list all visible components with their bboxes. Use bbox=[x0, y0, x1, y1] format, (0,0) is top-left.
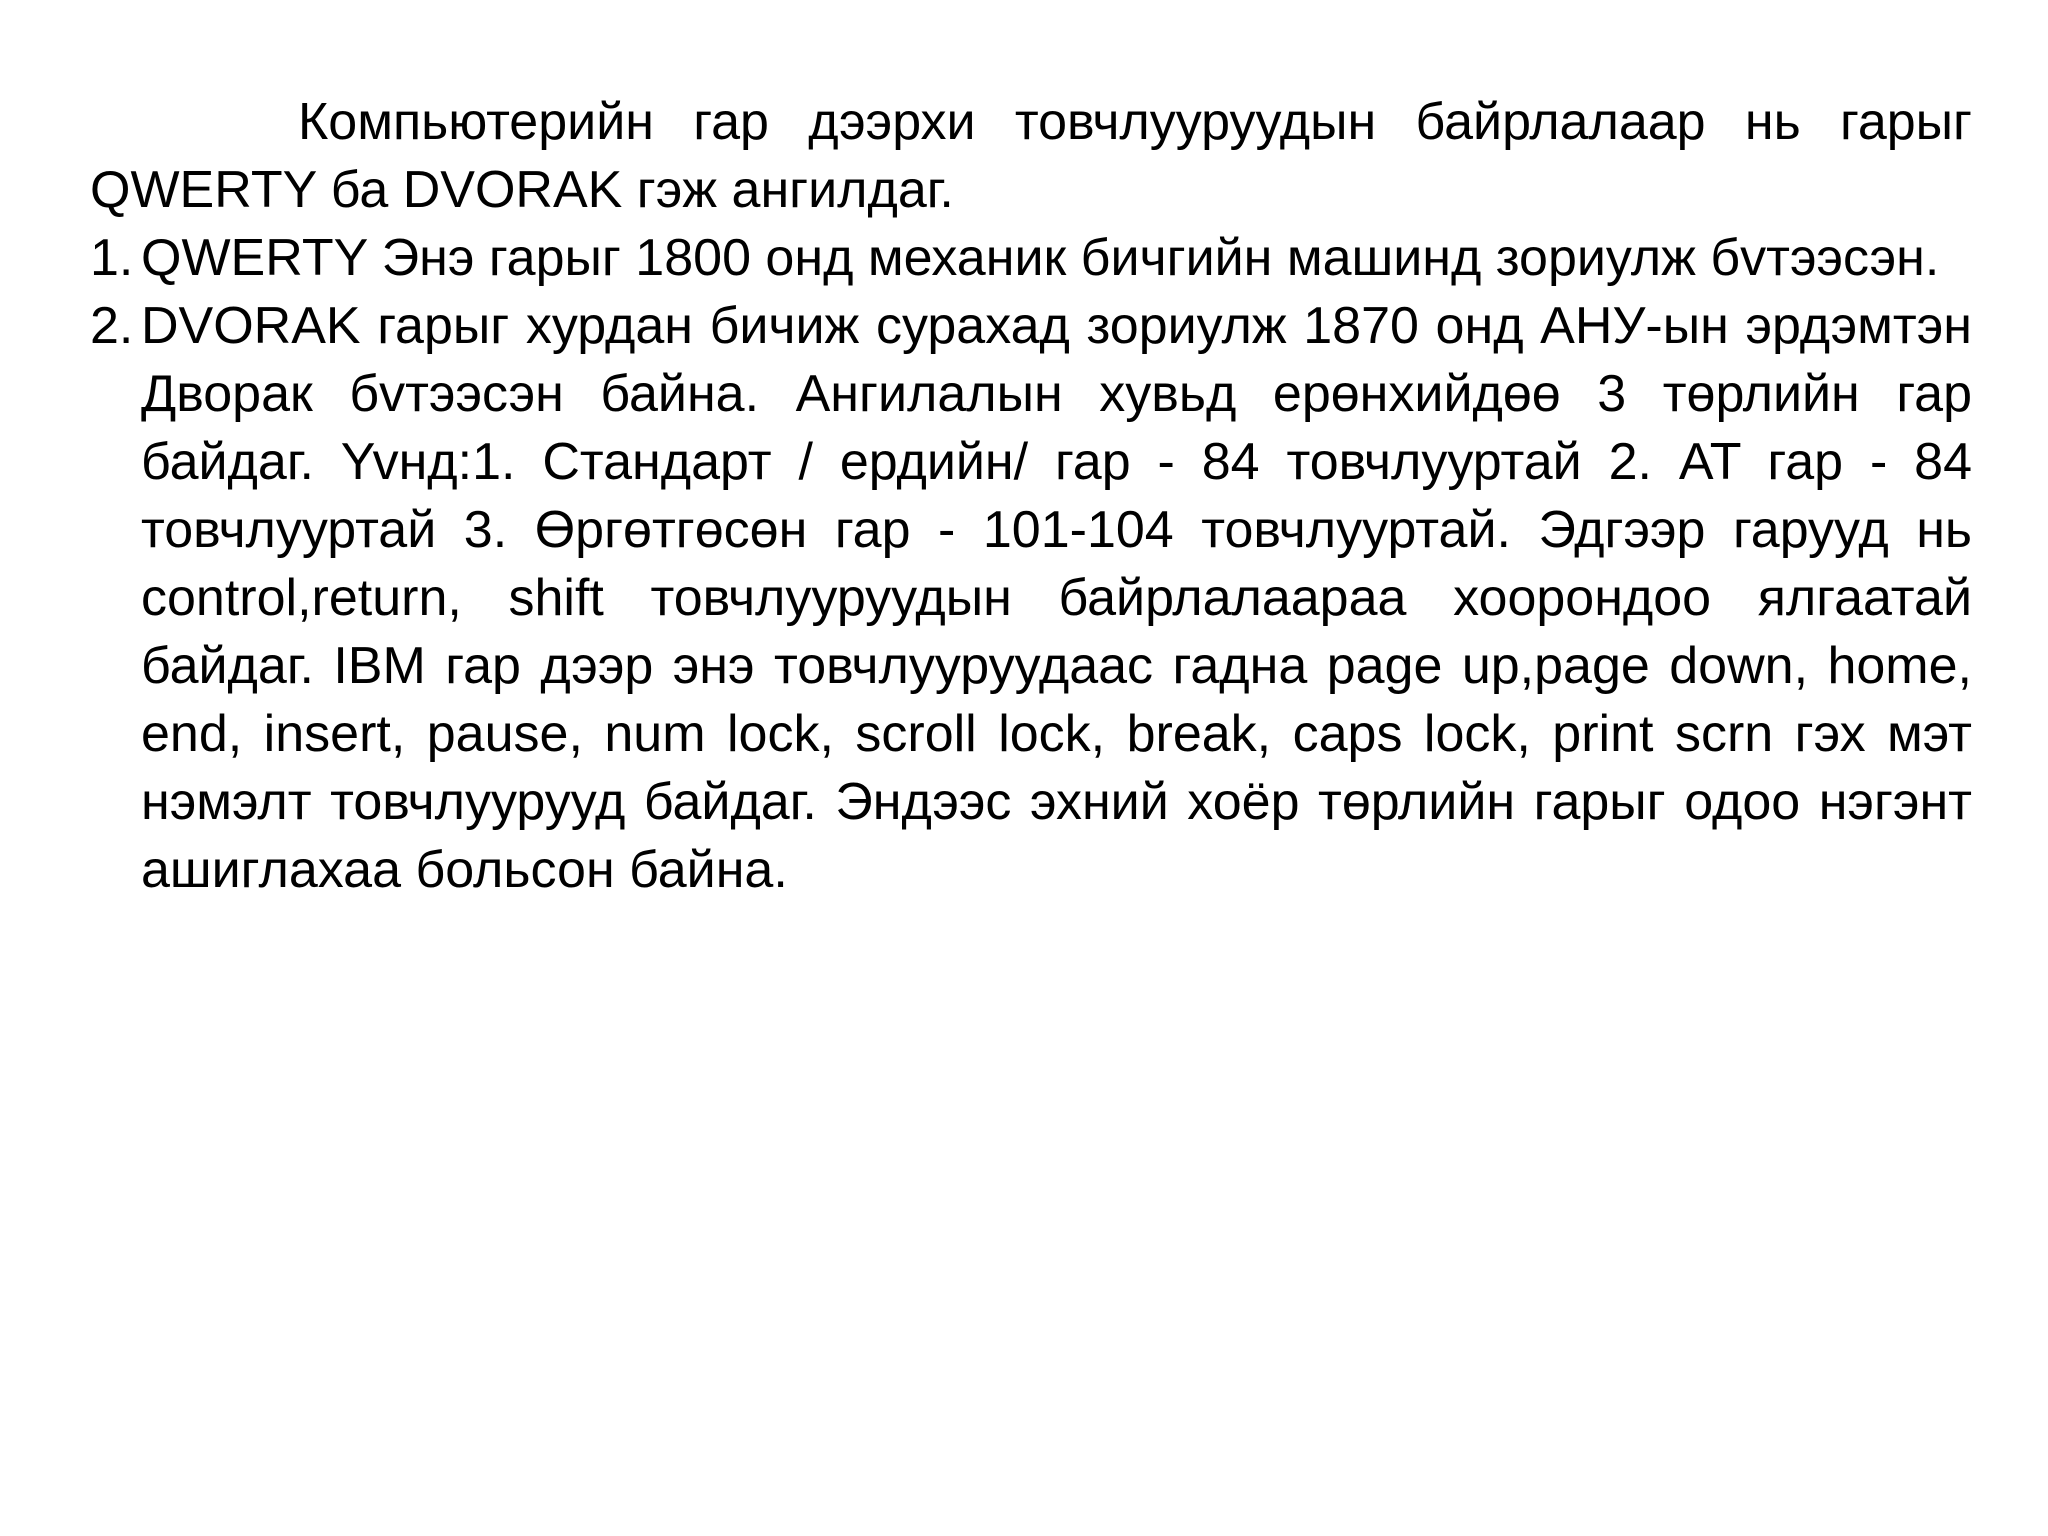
list-item-text: DVORAK гарыг хурдан бичиж сурахад зориулж 1870 онд АНУ-ын эрдэмтэн Дворак бvтээсэн байна. Ангилалын хувьд ерөнхийдөө 3 төрлийн гар байдаг. Yvнд:1. Стандарт / ердийн/ гар - 84 товчлууртай 2. AT гар - 84 товчлууртай 3. Өргөтгөсөн гар - 101-104 товчлууртай. Эдгээр гарууд нь control,return, shift товчлууруудын байрлалаараа хоорондоо ялгаатай байдаг. IBM гар дээр энэ товчлууруудаас гадна page up,page down, home, end, insert, pause, num lock, scroll lock, break, caps lock, print scrn гэх мэт нэмэлт товчлуурууд байдаг. Эндээс эхний хоёр төрлийн гарыг одоо нэгэнт ашиглахаа больсон байна. bbox=[141, 297, 1972, 899]
list-item-number: 2. bbox=[90, 297, 134, 355]
list-item-dvorak bbox=[90, 292, 1972, 904]
intro-paragraph: Компьютерийн гар дээрхи товчлууруудын байрлалаар нь гарыг QWERTY ба DVORAK гэж ангилдаг. bbox=[90, 93, 1972, 219]
list-item-qwerty bbox=[90, 224, 1972, 292]
slide-body bbox=[90, 88, 1972, 904]
list-item-number: 1. bbox=[90, 229, 134, 287]
list-item-text: QWERTY Энэ гарыг 1800 онд механик бичгийн машинд зориулж бvтээсэн. bbox=[141, 229, 1940, 287]
numbered-list bbox=[90, 224, 1972, 904]
